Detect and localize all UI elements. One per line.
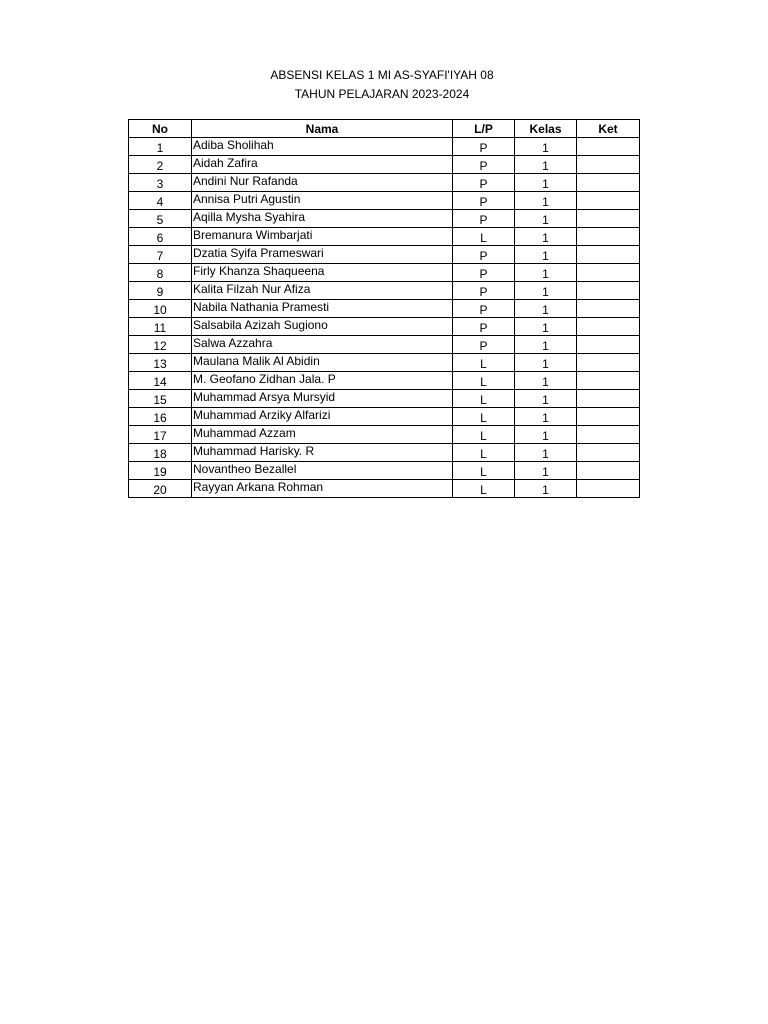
cell-ket — [577, 282, 640, 300]
cell-kelas: 1 — [515, 210, 577, 228]
table-row — [129, 210, 640, 228]
table-row — [129, 480, 640, 498]
cell-lp: L — [453, 444, 515, 462]
cell-kelas: 1 — [515, 138, 577, 156]
cell-ket — [577, 318, 640, 336]
cell-no: 7 — [129, 246, 192, 264]
cell-nama: Muhammad Arziky Alfarizi — [192, 408, 453, 426]
cell-kelas: 1 — [515, 390, 577, 408]
cell-nama: Adiba Sholihah — [192, 138, 453, 156]
cell-nama: Annisa Putri Agustin — [192, 192, 453, 210]
cell-kelas: 1 — [515, 300, 577, 318]
cell-no: 5 — [129, 210, 192, 228]
cell-nama: M. Geofano Zidhan Jala. P — [192, 372, 453, 390]
cell-ket — [577, 300, 640, 318]
table-row — [129, 174, 640, 192]
cell-lp: P — [453, 174, 515, 192]
cell-lp: P — [453, 336, 515, 354]
cell-kelas: 1 — [515, 462, 577, 480]
cell-no: 6 — [129, 228, 192, 246]
table-header-row — [129, 120, 640, 138]
table-row — [129, 300, 640, 318]
cell-nama: Aqilla Mysha Syahira — [192, 210, 453, 228]
cell-ket — [577, 246, 640, 264]
table-row — [129, 462, 640, 480]
cell-lp: L — [453, 462, 515, 480]
cell-kelas: 1 — [515, 372, 577, 390]
cell-lp: P — [453, 264, 515, 282]
cell-kelas: 1 — [515, 156, 577, 174]
table-row — [129, 156, 640, 174]
table-row — [129, 354, 640, 372]
cell-no: 16 — [129, 408, 192, 426]
cell-nama: Rayyan Arkana Rohman — [192, 480, 453, 498]
cell-no: 18 — [129, 444, 192, 462]
table-row — [129, 336, 640, 354]
cell-no: 15 — [129, 390, 192, 408]
cell-no: 2 — [129, 156, 192, 174]
cell-no: 10 — [129, 300, 192, 318]
cell-no: 1 — [129, 138, 192, 156]
table-row — [129, 282, 640, 300]
cell-lp: P — [453, 282, 515, 300]
cell-no: 8 — [129, 264, 192, 282]
cell-kelas: 1 — [515, 336, 577, 354]
cell-ket — [577, 480, 640, 498]
attendance-table — [128, 119, 640, 498]
cell-no: 20 — [129, 480, 192, 498]
table-row — [129, 444, 640, 462]
cell-ket — [577, 192, 640, 210]
table-body — [129, 138, 640, 498]
cell-nama: Novantheo Bezallel — [192, 462, 453, 480]
cell-lp: P — [453, 318, 515, 336]
cell-lp: L — [453, 354, 515, 372]
cell-nama: Salsabila Azizah Sugiono — [192, 318, 453, 336]
cell-nama: Muhammad Arsya Mursyid — [192, 390, 453, 408]
header-lp: L/P — [453, 120, 515, 138]
cell-nama: Nabila Nathania Pramesti — [192, 300, 453, 318]
document-subtitle: TAHUN PELAJARAN 2023-2024 — [294, 87, 470, 101]
table-row — [129, 318, 640, 336]
cell-ket — [577, 408, 640, 426]
header-kelas: Kelas — [515, 120, 577, 138]
cell-no: 14 — [129, 372, 192, 390]
cell-ket — [577, 138, 640, 156]
cell-nama: Firly Khanza Shaqueena — [192, 264, 453, 282]
cell-nama: Andini Nur Rafanda — [192, 174, 453, 192]
cell-lp: P — [453, 210, 515, 228]
cell-lp: P — [453, 156, 515, 174]
cell-kelas: 1 — [515, 228, 577, 246]
cell-no: 17 — [129, 426, 192, 444]
cell-kelas: 1 — [515, 174, 577, 192]
cell-no: 11 — [129, 318, 192, 336]
cell-lp: L — [453, 390, 515, 408]
cell-nama: Bremanura Wimbarjati — [192, 228, 453, 246]
table-row — [129, 408, 640, 426]
cell-ket — [577, 426, 640, 444]
cell-nama: Salwa Azzahra — [192, 336, 453, 354]
table-row — [129, 192, 640, 210]
cell-ket — [577, 156, 640, 174]
cell-ket — [577, 210, 640, 228]
table-row — [129, 228, 640, 246]
cell-nama: Muhammad Azzam — [192, 426, 453, 444]
table-row — [129, 390, 640, 408]
cell-kelas: 1 — [515, 480, 577, 498]
cell-ket — [577, 372, 640, 390]
cell-no: 9 — [129, 282, 192, 300]
cell-ket — [577, 354, 640, 372]
cell-kelas: 1 — [515, 354, 577, 372]
cell-kelas: 1 — [515, 246, 577, 264]
cell-nama: Maulana Malik Al Abidin — [192, 354, 453, 372]
cell-ket — [577, 444, 640, 462]
cell-ket — [577, 462, 640, 480]
cell-lp: L — [453, 426, 515, 444]
cell-no: 12 — [129, 336, 192, 354]
table-row — [129, 426, 640, 444]
cell-lp: P — [453, 300, 515, 318]
cell-no: 19 — [129, 462, 192, 480]
cell-lp: P — [453, 192, 515, 210]
table-row — [129, 246, 640, 264]
cell-no: 13 — [129, 354, 192, 372]
cell-kelas: 1 — [515, 282, 577, 300]
cell-lp: L — [453, 228, 515, 246]
cell-kelas: 1 — [515, 192, 577, 210]
cell-kelas: 1 — [515, 408, 577, 426]
cell-nama: Dzatia Syifa Prameswari — [192, 246, 453, 264]
cell-ket — [577, 390, 640, 408]
cell-lp: P — [453, 246, 515, 264]
table-row — [129, 264, 640, 282]
header-no: No — [129, 120, 192, 138]
table-row — [129, 372, 640, 390]
cell-nama: Muhammad Harisky. R — [192, 444, 453, 462]
cell-no: 3 — [129, 174, 192, 192]
cell-lp: L — [453, 480, 515, 498]
cell-kelas: 1 — [515, 264, 577, 282]
cell-ket — [577, 174, 640, 192]
cell-ket — [577, 336, 640, 354]
cell-nama: Kalita Filzah Nur Afiza — [192, 282, 453, 300]
cell-no: 4 — [129, 192, 192, 210]
document-title: ABSENSI KELAS 1 MI AS-SYAFI'IYAH 08 — [270, 68, 494, 82]
header-ket: Ket — [577, 120, 640, 138]
cell-lp: L — [453, 408, 515, 426]
cell-ket — [577, 228, 640, 246]
cell-lp: L — [453, 372, 515, 390]
cell-nama: Aidah Zafira — [192, 156, 453, 174]
cell-kelas: 1 — [515, 318, 577, 336]
cell-lp: P — [453, 138, 515, 156]
cell-kelas: 1 — [515, 444, 577, 462]
header-nama: Nama — [192, 120, 453, 138]
cell-kelas: 1 — [515, 426, 577, 444]
cell-ket — [577, 264, 640, 282]
table-row — [129, 138, 640, 156]
